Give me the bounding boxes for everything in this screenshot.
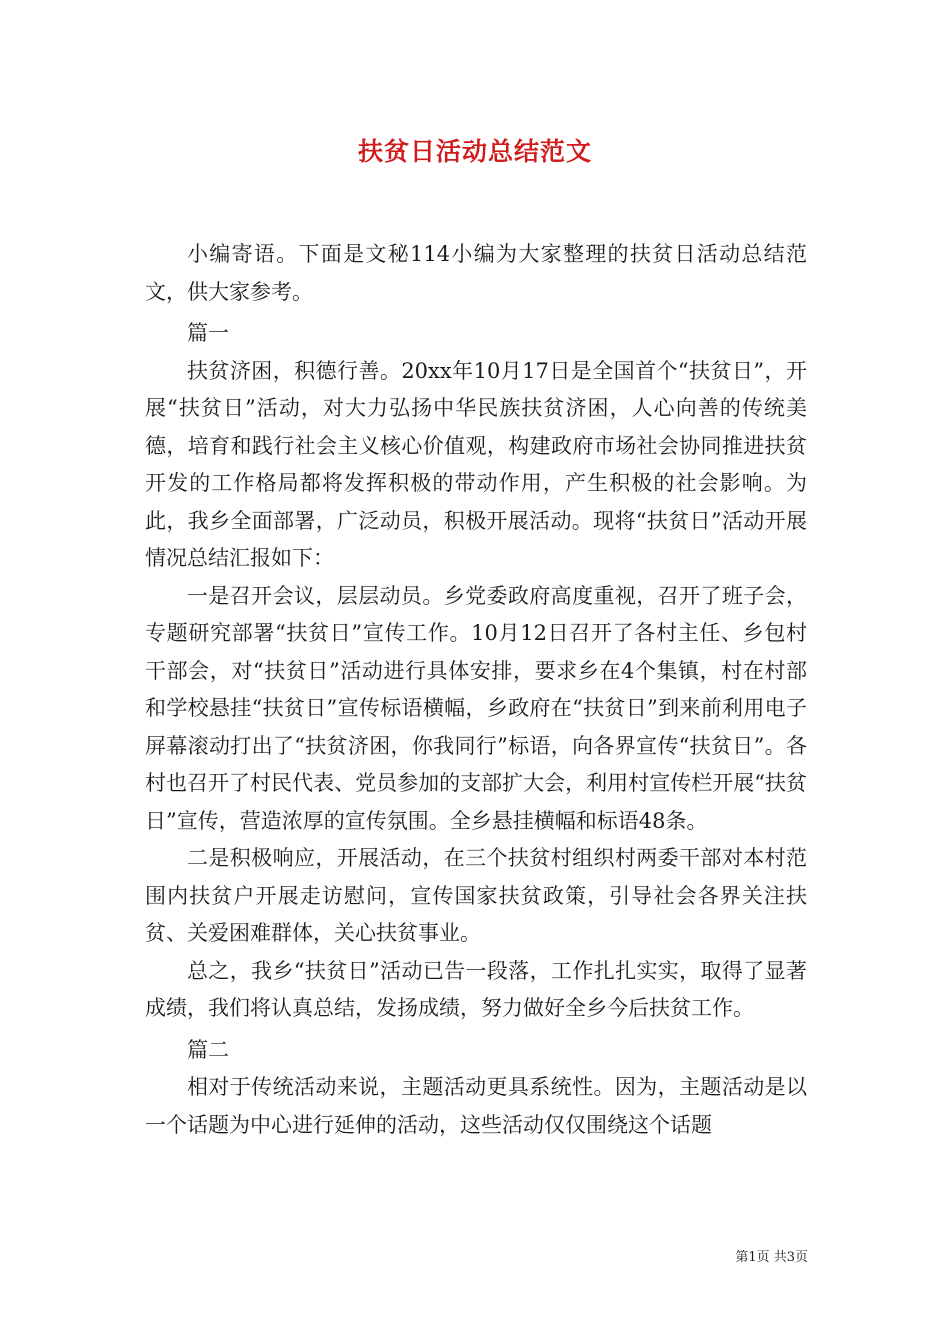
section1-paragraph-3: 二是积极响应，开展活动，在三个扶贫村组织村两委干部对本村范围内扶贫户开展走访慰问，宣传国家扶贫政策，引导社会各界关注扶贫、关爱困难群体，关心扶贫事业。 [145, 846, 807, 945]
section1-paragraph-2: 一是召开会议，层层动员。乡党委政府高度重视，召开了班子会，专题研究部署“扶贫日”宣传工作。10月12日召开了各村主任、乡包村干部会，对“扶贫日”活动进行具体安排，要求乡在4个集镇，村在村部和学校悬挂“扶贫日”宣传标语横幅，乡政府在“扶贫日”到来前利用电子屏幕滚动打出了“扶贫济困，你我同行”标语，向各界宣传“扶贫日”。各村也召开了村民代表、党员参加的支部扩大会，利用村宣传栏开展“扶贫日”宣传，营造浓厚的宣传氛围。全乡悬挂横幅和标语48条。 [145, 583, 807, 833]
section-heading-1: 篇一 [187, 321, 229, 345]
section1-paragraph-1: 扶贫济困，积德行善。20xx年10月17日是全国首个“扶贫日”，开展“扶贫日”活动，对大力弘扬中华民族扶贫济困，人心向善的传统美德，培育和践行社会主义核心价值观，构建政府市场社会协同推进扶贫开发的工作格局都将发挥积极的带动作用，产生积极的社会影响。为此，我乡全面部署，广泛动员，积极开展活动。现将“扶贫日”活动开展情况总结汇报如下： [145, 358, 807, 570]
document-body [145, 236, 807, 1144]
section-heading-2: 篇二 [187, 1037, 229, 1062]
page-footer: 第1页 共3页 [735, 1250, 808, 1265]
page-title: 扶贫日活动总结范文 [357, 137, 592, 166]
intro-paragraph: 小编寄语。下面是文秘114小编为大家整理的扶贫日活动总结范文，供大家参考。 [145, 242, 807, 304]
section2-paragraph-1: 相对于传统活动来说，主题活动更具系统性。因为，主题活动是以一个话题为中心进行延伸的活动，这些活动仅仅围绕这个话题 [145, 1075, 807, 1137]
section1-paragraph-4: 总之，我乡“扶贫日”活动已告一段落，工作扎扎实实，取得了显著成绩，我们将认真总结，发扬成绩，努力做好全乡今后扶贫工作。 [145, 958, 807, 1020]
